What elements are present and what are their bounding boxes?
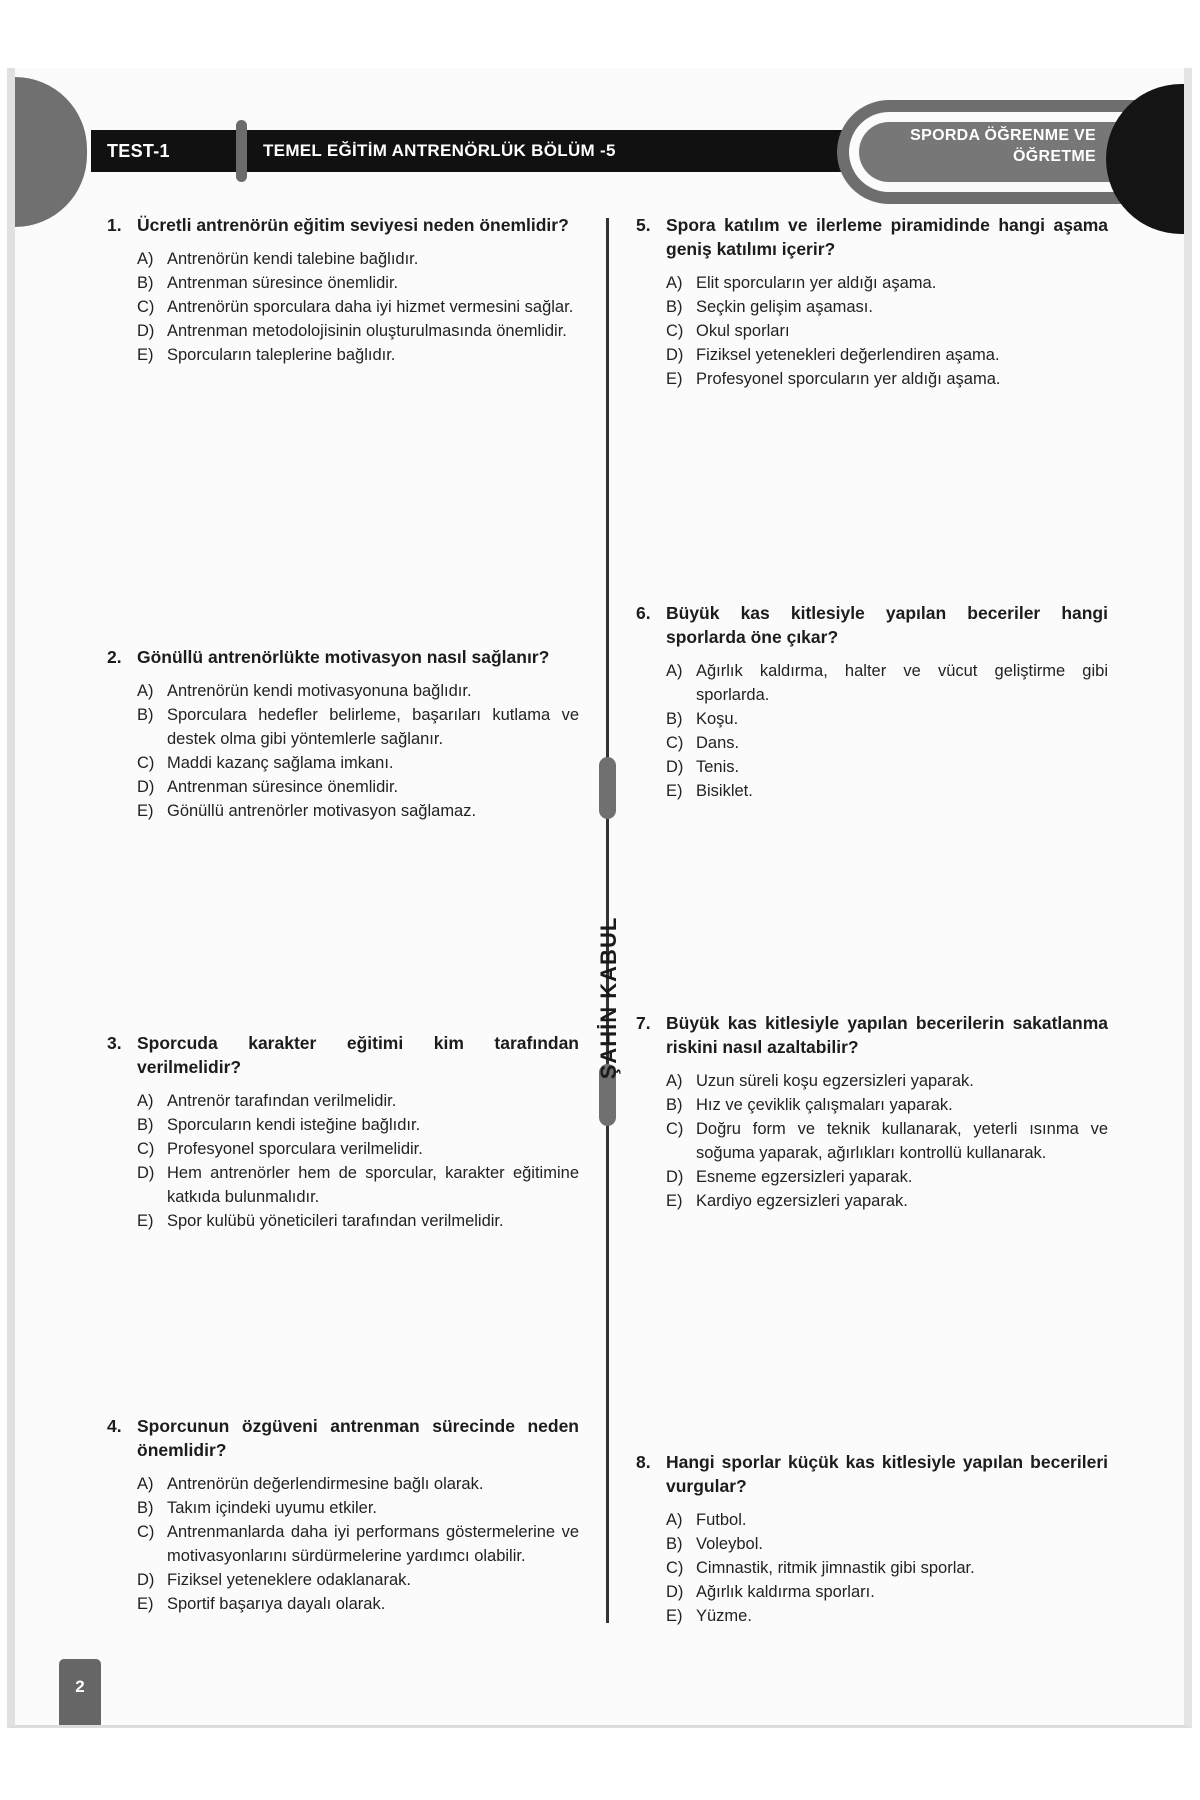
option-letter: D) [666, 758, 684, 776]
option-e[interactable] [666, 779, 1108, 803]
option-text: Maddi kazanç sağlama imkanı. [167, 754, 394, 772]
option-letter: E) [137, 1212, 154, 1230]
option-letter: A) [666, 1072, 683, 1090]
option-text: Uzun süreli koşu egzersizleri yaparak. [696, 1072, 974, 1090]
option-text: Doğru form ve teknik kullanarak, yeterli ısınma ve soğuma yaparak, ağırlıkları kontrollü kullanarak. [696, 1120, 1108, 1162]
option-d[interactable] [137, 1568, 579, 1592]
option-text: Hız ve çeviklik çalışmaları yaparak. [696, 1096, 953, 1114]
option-text: Dans. [696, 734, 740, 752]
option-letter: B) [137, 706, 154, 724]
question-text: Büyük kas kitlesiyle yapılan beceriler hangi sporlarda öne çıkar? [666, 603, 1108, 647]
option-b[interactable] [137, 703, 579, 751]
option-letter: A) [666, 1511, 683, 1529]
option-text: Antrenmanlarda daha iyi performans göstermelerine ve motivasyonlarını sürdürmelerine yardımcı olabilir. [167, 1523, 579, 1565]
option-letter: E) [666, 782, 683, 800]
option-e[interactable] [137, 343, 579, 367]
question-stem [107, 645, 579, 669]
option-letter: A) [666, 274, 683, 292]
option-c[interactable] [666, 1556, 1108, 1580]
option-letter: A) [137, 682, 154, 700]
option-text: Ağırlık kaldırma, halter ve vücut geliştirme gibi sporlarda. [696, 662, 1108, 704]
options-list [107, 1472, 579, 1616]
option-c[interactable] [137, 1520, 579, 1568]
option-d[interactable] [666, 1165, 1108, 1189]
header-separator [236, 120, 247, 182]
option-c[interactable] [137, 295, 579, 319]
test-label: TEST-1 [107, 141, 170, 161]
option-letter: C) [666, 734, 684, 752]
question-number: 1. [107, 215, 122, 235]
question-text: Ücretli antrenörün eğitim seviyesi neden önemlidir? [137, 215, 569, 235]
section-title: TEMEL EĞİTİM ANTRENÖRLÜK BÖLÜM -5 [263, 141, 616, 160]
option-text: Okul sporları [696, 322, 790, 340]
option-d[interactable] [137, 319, 579, 343]
divider-pill-top [599, 757, 616, 819]
option-text: Antrenman süresince önemlidir. [167, 274, 399, 292]
question-6 [636, 601, 1108, 803]
option-letter: C) [137, 754, 155, 772]
option-letter: B) [137, 274, 154, 292]
option-text: Takım içindeki uyumu etkiler. [167, 1499, 377, 1517]
option-a[interactable] [666, 1069, 1108, 1093]
option-text: Sporcuların taleplerine bağlıdır. [167, 346, 396, 364]
option-letter: C) [137, 298, 155, 316]
question-text: Büyük kas kitlesiyle yapılan becerilerin sakatlanma riskini nasıl azaltabilir? [666, 1013, 1108, 1057]
option-a[interactable] [666, 271, 1108, 295]
option-text: Futbol. [696, 1511, 747, 1529]
option-a[interactable] [137, 1089, 579, 1113]
option-letter: C) [137, 1140, 155, 1158]
option-text: Antrenör tarafından verilmelidir. [167, 1092, 397, 1110]
option-letter: D) [666, 1168, 684, 1186]
option-text: Sporcuların kendi isteğine bağlıdır. [167, 1116, 421, 1134]
option-c[interactable] [666, 731, 1108, 755]
option-a[interactable] [137, 679, 579, 703]
question-stem [107, 1031, 579, 1079]
option-d[interactable] [666, 343, 1108, 367]
option-text: Antrenman metodolojisinin oluşturulmasında önemlidir. [167, 322, 567, 340]
question-number: 2. [107, 647, 122, 667]
option-b[interactable] [666, 295, 1108, 319]
option-letter: D) [137, 322, 155, 340]
author-name-vertical [589, 918, 629, 1078]
option-letter: A) [137, 250, 154, 268]
option-d[interactable] [666, 1580, 1108, 1604]
option-letter: A) [666, 662, 683, 680]
option-c[interactable] [137, 1137, 579, 1161]
question-number: 4. [107, 1416, 122, 1436]
option-e[interactable] [666, 367, 1108, 391]
option-letter: D) [137, 1164, 155, 1182]
question-number: 6. [636, 603, 651, 623]
option-letter: D) [666, 346, 684, 364]
option-b[interactable] [666, 1093, 1108, 1117]
question-5 [636, 213, 1108, 391]
question-number: 5. [636, 215, 651, 235]
option-text: Kardiyo egzersizleri yaparak. [696, 1192, 908, 1210]
question-3 [107, 1031, 579, 1233]
option-text: Spor kulübü yöneticileri tarafından verilmelidir. [167, 1212, 504, 1230]
option-letter: C) [137, 1523, 155, 1541]
question-7 [636, 1011, 1108, 1213]
option-letter: E) [137, 346, 154, 364]
options-list [636, 271, 1108, 391]
question-stem [636, 601, 1108, 649]
option-letter: B) [137, 1499, 154, 1517]
option-b[interactable] [666, 707, 1108, 731]
question-number: 3. [107, 1033, 122, 1053]
option-text: Antrenörün değerlendirmesine bağlı olarak. [167, 1475, 484, 1493]
option-letter: B) [666, 298, 683, 316]
option-text: Tenis. [696, 758, 740, 776]
question-text: Sporcuda karakter eğitimi kim tarafından verilmelidir? [137, 1033, 579, 1077]
option-e[interactable] [137, 1209, 579, 1233]
option-a[interactable] [137, 1472, 579, 1496]
option-letter: E) [666, 370, 683, 388]
option-letter: D) [137, 778, 155, 796]
option-c[interactable] [137, 751, 579, 775]
author-name-text: ŞAHİN KABUL [596, 916, 621, 1080]
option-c[interactable] [666, 1117, 1108, 1165]
option-b[interactable] [137, 1496, 579, 1520]
option-b[interactable] [137, 1113, 579, 1137]
option-text: Antrenman süresince önemlidir. [167, 778, 399, 796]
option-text: Sporculara hedefler belirleme, başarıları kutlama ve destek olma gibi yöntemlerle sağlanır. [167, 706, 579, 748]
option-text: Fiziksel yeteneklere odaklanarak. [167, 1571, 411, 1589]
option-letter: E) [666, 1607, 683, 1625]
option-letter: B) [666, 1535, 683, 1553]
option-text: Profesyonel sporcuların yer aldığı aşama. [696, 370, 1001, 388]
question-number: 7. [636, 1013, 651, 1033]
left-decorative-half-circle [15, 77, 87, 227]
options-list [636, 1508, 1108, 1628]
option-letter: E) [666, 1192, 683, 1210]
option-e[interactable] [666, 1604, 1108, 1628]
question-stem [107, 213, 579, 237]
option-text: Cimnastik, ritmik jimnastik gibi sporlar. [696, 1559, 975, 1577]
question-text: Sporcunun özgüveni antrenman sürecinde neden önemlidir? [137, 1416, 579, 1460]
question-8 [636, 1450, 1108, 1628]
option-a[interactable] [137, 247, 579, 271]
options-list [107, 1089, 579, 1233]
question-stem [636, 1011, 1108, 1059]
question-number: 8. [636, 1452, 651, 1472]
option-text: Koşu. [696, 710, 739, 728]
question-1 [107, 213, 579, 367]
topic-title [856, 125, 1096, 167]
option-text: Voleybol. [696, 1535, 763, 1553]
option-text: Gönüllü antrenörler motivasyon sağlamaz. [167, 802, 477, 820]
option-e[interactable] [666, 1189, 1108, 1213]
option-d[interactable] [137, 775, 579, 799]
option-a[interactable] [666, 1508, 1108, 1532]
option-letter: C) [666, 322, 684, 340]
option-b[interactable] [666, 1532, 1108, 1556]
question-2 [107, 645, 579, 823]
option-text: Sportif başarıya dayalı olarak. [167, 1595, 386, 1613]
options-list [636, 659, 1108, 803]
option-letter: C) [666, 1120, 684, 1138]
option-text: Bisiklet. [696, 782, 753, 800]
option-letter: D) [666, 1583, 684, 1601]
option-text: Seçkin gelişim aşaması. [696, 298, 873, 316]
option-text: Profesyonel sporculara verilmelidir. [167, 1140, 423, 1158]
question-text: Hangi sporlar küçük kas kitlesiyle yapılan becerileri vurgular? [666, 1452, 1108, 1496]
topic-title-line2: ÖĞRETME [1013, 148, 1096, 165]
option-b[interactable] [137, 271, 579, 295]
option-d[interactable] [666, 755, 1108, 779]
option-e[interactable] [137, 1592, 579, 1616]
exam-page [7, 68, 1192, 1728]
option-letter: B) [666, 710, 683, 728]
option-c[interactable] [666, 319, 1108, 343]
option-letter: E) [137, 1595, 154, 1613]
question-text: Spora katılım ve ilerleme piramidinde hangi aşama geniş katılımı içerir? [666, 215, 1108, 259]
option-text: Yüzme. [696, 1607, 752, 1625]
option-text: Antrenörün kendi talebine bağlıdır. [167, 250, 419, 268]
options-list [107, 247, 579, 367]
option-text: Antrenörün kendi motivasyonuna bağlıdır. [167, 682, 472, 700]
options-list [636, 1069, 1108, 1213]
option-letter: E) [137, 802, 154, 820]
option-letter: B) [137, 1116, 154, 1134]
question-stem [636, 1450, 1108, 1498]
option-text: Ağırlık kaldırma sporları. [696, 1583, 875, 1601]
page-number-badge: 2 [59, 1659, 101, 1728]
option-letter: A) [137, 1092, 154, 1110]
option-text: Fiziksel yetenekleri değerlendiren aşama. [696, 346, 1000, 364]
question-4 [107, 1414, 579, 1616]
option-text: Antrenörün sporculara daha iyi hizmet vermesini sağlar. [167, 298, 574, 316]
option-e[interactable] [137, 799, 579, 823]
option-a[interactable] [666, 659, 1108, 707]
option-text: Hem antrenörler hem de sporcular, karakter eğitimine katkıda bulunmalıdır. [167, 1164, 579, 1206]
question-stem [636, 213, 1108, 261]
option-text: Elit sporcuların yer aldığı aşama. [696, 274, 937, 292]
question-stem [107, 1414, 579, 1462]
option-text: Esneme egzersizleri yaparak. [696, 1168, 913, 1186]
options-list [107, 679, 579, 823]
option-letter: D) [137, 1571, 155, 1589]
option-letter: B) [666, 1096, 683, 1114]
topic-title-line1: SPORDA ÖĞRENME VE [910, 127, 1096, 144]
option-d[interactable] [137, 1161, 579, 1209]
option-letter: A) [137, 1475, 154, 1493]
question-text: Gönüllü antrenörlükte motivasyon nasıl sağlanır? [137, 647, 550, 667]
option-letter: C) [666, 1559, 684, 1577]
